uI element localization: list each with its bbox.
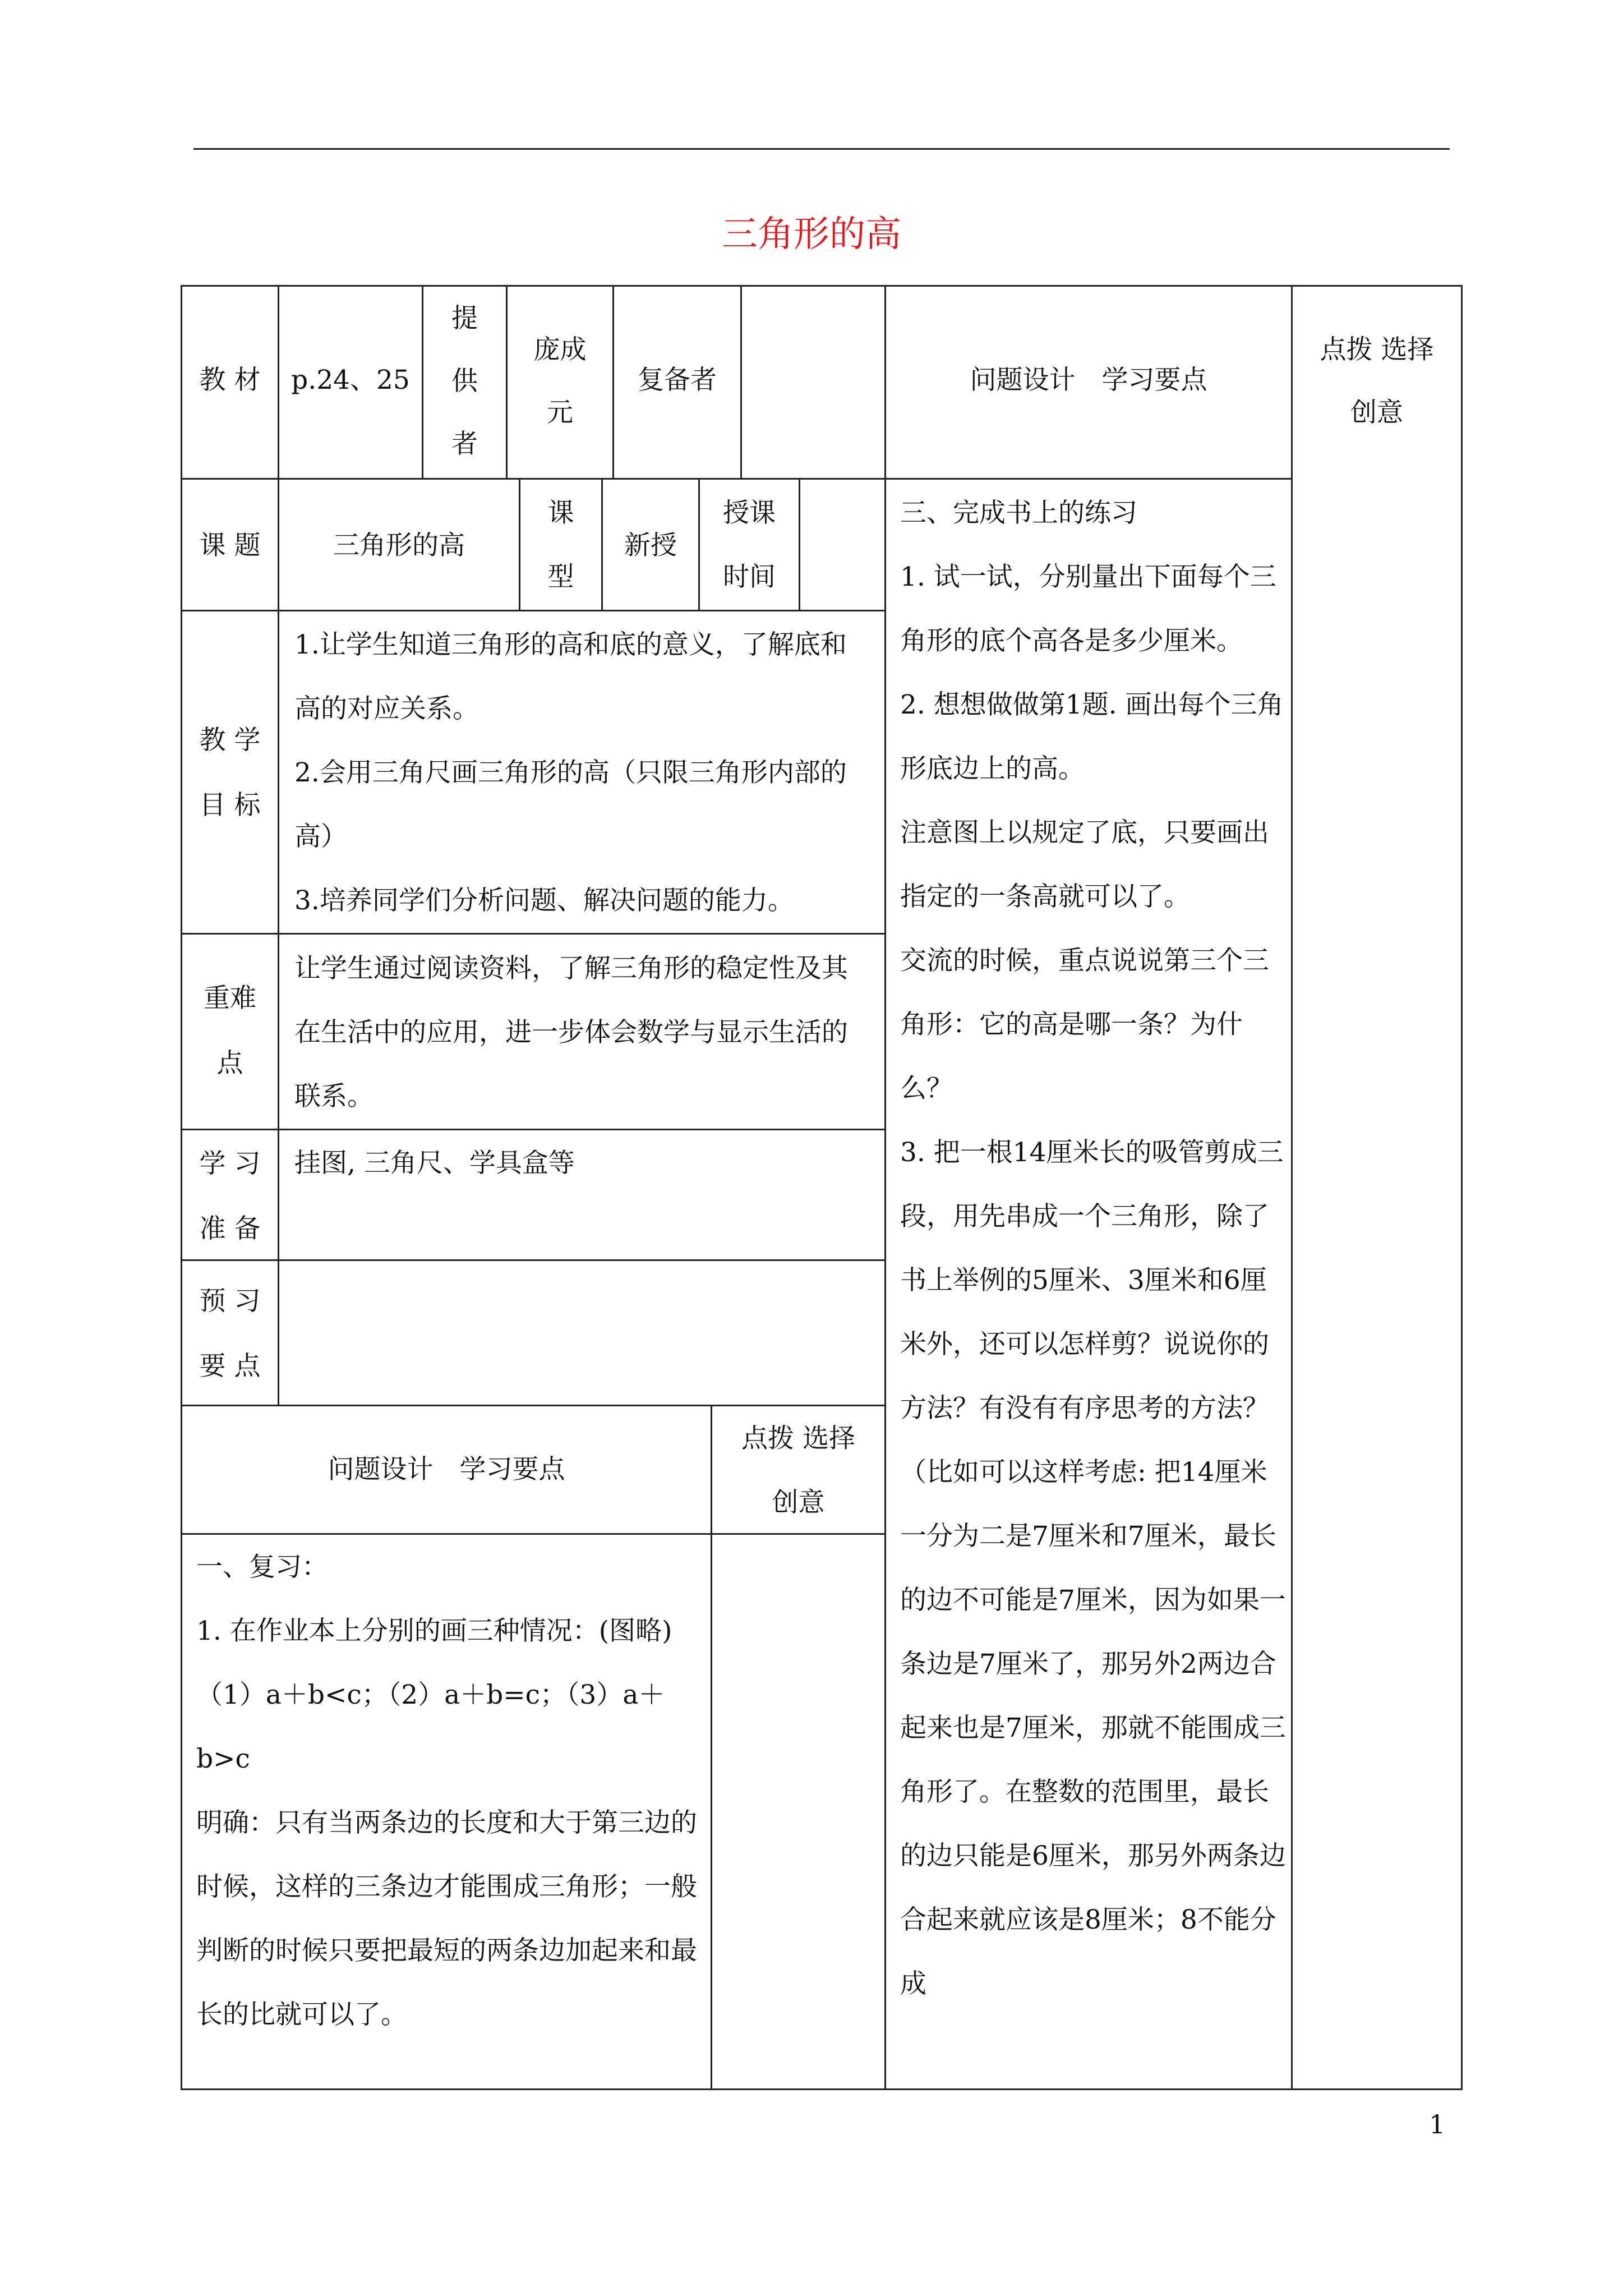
provider-name: 庞成 元: [533, 334, 587, 428]
header-rule: [193, 148, 1450, 150]
preparation-label: 学 习 准 备: [199, 1148, 261, 1244]
topic-label: 课 题: [199, 530, 261, 561]
key-points-label: 重难 点: [204, 983, 256, 1079]
design-label-left: 问题设计 学习要点: [328, 1454, 565, 1485]
provider-label: 提 供 者: [451, 303, 478, 459]
lesson-type-label: 课 型: [547, 498, 574, 592]
page-title: 三角形的高: [722, 214, 901, 255]
guide-label-left: 点拨 选择 创意: [741, 1423, 855, 1518]
guide-label-top: 点拨 选择 创意: [1320, 334, 1434, 428]
textbook-label: 教 材: [199, 365, 261, 395]
goals-label: 教 学 目 标: [199, 725, 261, 821]
lesson-time-label: 授课 时间: [723, 498, 776, 592]
textbook-pages: p.24、25: [291, 365, 410, 395]
reviewer-label: 复备者: [638, 365, 717, 395]
page-number: 1: [1429, 2109, 1446, 2139]
preparation-text: 挂图, 三角尺、学具盒等: [294, 1148, 575, 1179]
key-points-text: 让学生通过阅读资料，了解三角形的稳定性及其在生活中的应用，进一步体会数学与显示生活的联系。: [294, 953, 848, 1112]
review-text: 一、复习： 1. 在作业本上分别的画三种情况：(图略)（1）a＋b<c；（2）a＋b=c；（3）a＋b>c 明确：只有当两条边的长度和大于第三边的时候，这样的三条边才能围成三角形；一般判断的时候只要把最短的两条边加起来和最长的比就可以了。: [196, 1552, 697, 2030]
exercises-text: 三、完成书上的练习 1. 试一试，分别量出下面每个三角形的底个高各是多少厘米。 2. 想想做做第1题. 画出每个三角形底边上的高。 注意图上以规定了底，只要画出指定的一条高就可以了。 交流的时候，重点说说第三个三角形：它的高是哪一条？为什么？ 3. 把一根14厘米长的吸管剪成三段，用先串成一个三角形，除了书上举例的5厘米、3厘米和6厘米外，还可以怎样剪？说说你的方法？有没有有序思考的方法？ （比如可以这样考虑: 把14厘米一分为二是7厘米和7厘米，最长的边不可能是7厘米，因为如果一条边是7厘米了，那另外2两边合起来也是7厘米，那就不能围成三角形了。在整数的范围里，最长的边只能是6厘米，那另外两条边合起来就应该是8厘米；8不能分成: [900, 498, 1286, 1999]
design-label-top: 问题设计 学习要点: [970, 365, 1207, 395]
preview-label: 预 习 要 点: [199, 1286, 261, 1382]
topic-value: 三角形的高: [333, 530, 465, 561]
lesson-type-value: 新授: [624, 530, 677, 561]
goals-text: 1.让学生知道三角形的高和底的意义，了解底和高的对应关系。 2.会用三角尺画三角形的高（只限三角形内部的高） 3.培养同学们分析问题、解决问题的能力。: [294, 629, 847, 916]
